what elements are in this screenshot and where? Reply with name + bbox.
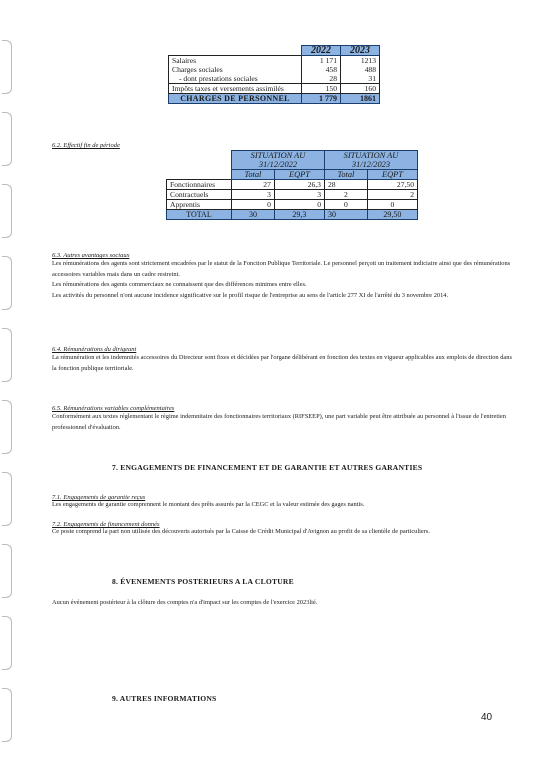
total-row: TOTAL 30 29,3 30 29,50 — [167, 210, 418, 220]
section-title-8: 8. ÉVENEMENTS POSTERIEURS A LA CLOTURE — [112, 577, 294, 586]
headcount-table: SITUATION AU 31/12/2022 SITUATION AU 31/12/2023 Total EQPT Total EQPT Fonctionnaires 27 26,3 28 27,50 Contractuels 3 3 2 2 Apprentis 0 0 0 0 TOTAL 30 29,3 30 29,50 — [166, 150, 418, 220]
year-header-2022: 2022 — [302, 46, 341, 56]
table-row: Fonctionnaires 27 26,3 28 27,50 — [167, 180, 418, 190]
table-row: Contractuels 3 3 2 2 — [167, 190, 418, 200]
total-row: CHARGES DE PERSONNEL 1 779 1861 — [169, 94, 380, 104]
situation-2022-header: SITUATION AU 31/12/2022 — [232, 151, 325, 170]
table-row: Apprentis 0 0 0 0 — [167, 200, 418, 210]
section-heading-7-1: 7.1. Engagements de garantie reçus — [52, 494, 146, 501]
section-heading-6-5: 6.5. Rémunérations variables complémentaires — [52, 405, 175, 412]
section-heading-6-3: 6.3. Autres avantages sociaux — [52, 252, 130, 259]
section-heading-6-2: 6.2. Effectif fin de période — [52, 142, 120, 149]
section-7-2-body: Ce poste comprend la part non utilisée des découverts autorisés par la Caisse de Crédit Municipal d'Avignon au profit de sa clientèle de particuliers. — [52, 528, 430, 535]
section-6-3-body: Les rémunérations des agents sont strictement encadrées par le statut de la Fonction Publique Territoriale. Le personnel perçoit un traitement indiciaire ainsi que des rémunérations accessoires variables mais dans un cadre restreint. Les rémunérations des agents commerciaux ne connaissent que des différences minimes entre elles. Les activités du personnel n'ont aucune incidence significative sur le profil risque de l'entreprise au sens de l'article 277 XI de l'arrêté du 3 novembre 2014. — [52, 260, 511, 299]
section-6-5-body: Conformément aux textes réglementant le régime indemnitaire des fonctionnaires territoriaux (RIFSEEP), une part variable peut être attribuée au personnel à l'issue de l'entretien professionnel d'évaluation. — [52, 413, 506, 431]
section-6-4-body: La rémunération et les indemnités accessoires du Directeur sont fixes et décidées par l'organe délibérant en fonction des textes en vigueur applicables aux emplois de direction dans la fonction publique territoriale. — [52, 354, 512, 372]
section-heading-7-2: 7.2. Engagements de financement donnés — [52, 521, 160, 528]
table-row: - dont prestations sociales 28 31 — [169, 74, 380, 84]
section-title-7: 7. ENGAGEMENTS DE FINANCEMENT ET DE GARANTIE ET AUTRES GARANTIES — [112, 463, 423, 472]
binding-holes — [0, 0, 14, 783]
personnel-costs-table — [168, 45, 380, 104]
situation-2023-header: SITUATION AU 31/12/2023 — [324, 151, 417, 170]
section-7-1-body: Les engagements de garantie comprennent le montant des prêts assurés par la CEGC et la valeur estimée des gages nantis. — [52, 501, 365, 508]
table-row: Charges sociales 458 488 — [169, 65, 380, 74]
section-8-body: Aucun événement postérieur à la clôture des comptes n'a d'impact sur les comptes de l'exercice 2023lié. — [52, 599, 318, 606]
year-header-2023: 2023 — [341, 46, 380, 56]
section-title-9: 9. AUTRES INFORMATIONS — [112, 694, 217, 703]
section-heading-6-4: 6.4. Rémunérations du dirigeant — [52, 346, 137, 353]
table-row: Impôts taxes et versements assimilés 150 160 — [169, 84, 380, 94]
page-number: 40 — [481, 712, 493, 723]
table-row: Salaires 1 171 1213 — [169, 56, 380, 66]
